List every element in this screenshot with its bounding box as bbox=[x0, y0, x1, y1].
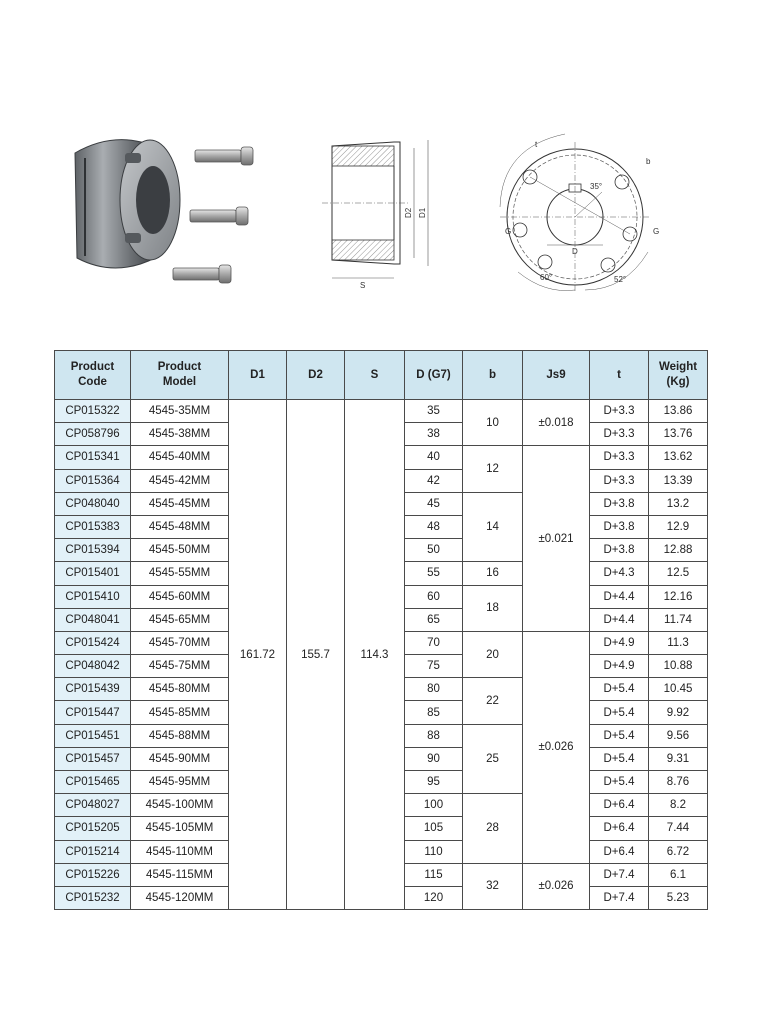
bore-d-cell: 105 bbox=[405, 817, 463, 840]
product-model-cell: 4545-90MM bbox=[131, 747, 229, 770]
bore-d-cell: 42 bbox=[405, 469, 463, 492]
js9-tolerance-cell: ±0.026 bbox=[523, 631, 590, 863]
product-model-cell: 4545-65MM bbox=[131, 608, 229, 631]
bore-d-cell: 70 bbox=[405, 631, 463, 654]
keyway-b-cell: 18 bbox=[463, 585, 523, 631]
product-code-cell: CP015439 bbox=[55, 678, 131, 701]
s-cell: 114.3 bbox=[345, 400, 405, 910]
header-product-code-line: Code bbox=[78, 376, 107, 388]
product-model-cell: 4545-35MM bbox=[131, 400, 229, 423]
header-d-g7 bbox=[405, 351, 463, 400]
front-center-angle-label: 35° bbox=[590, 182, 603, 191]
keyway-t-cell: D+5.4 bbox=[590, 678, 649, 701]
keyway-t-cell: D+4.3 bbox=[590, 562, 649, 585]
front-right-angle-label: 52° bbox=[614, 275, 627, 284]
specification-table bbox=[54, 350, 708, 910]
product-model-cell: 4545-40MM bbox=[131, 446, 229, 469]
front-view-drawing bbox=[490, 122, 675, 297]
weight-cell: 12.88 bbox=[649, 539, 708, 562]
product-code-cell: CP015322 bbox=[55, 400, 131, 423]
header-d2-line: D2 bbox=[308, 368, 323, 381]
weight-cell: 9.56 bbox=[649, 724, 708, 747]
bore-d-cell: 80 bbox=[405, 678, 463, 701]
header-weight bbox=[649, 351, 708, 400]
weight-cell: 6.72 bbox=[649, 840, 708, 863]
product-code-cell: CP015410 bbox=[55, 585, 131, 608]
product-code-cell: CP015232 bbox=[55, 886, 131, 909]
keyway-b-cell: 14 bbox=[463, 492, 523, 562]
header-b-line: b bbox=[488, 368, 497, 381]
header-s bbox=[345, 351, 405, 400]
product-code-cell: CP058796 bbox=[55, 423, 131, 446]
bore-d-cell: 38 bbox=[405, 423, 463, 446]
js9-tolerance-cell: ±0.026 bbox=[523, 863, 590, 909]
keyway-b-cell: 25 bbox=[463, 724, 523, 794]
js9-tolerance-cell: ±0.018 bbox=[523, 400, 590, 446]
keyway-t-cell: D+4.4 bbox=[590, 585, 649, 608]
keyway-t-cell: D+6.4 bbox=[590, 840, 649, 863]
header-js9 bbox=[523, 351, 590, 400]
weight-cell: 5.23 bbox=[649, 886, 708, 909]
product-model-cell: 4545-88MM bbox=[131, 724, 229, 747]
bore-d-cell: 55 bbox=[405, 562, 463, 585]
header-product-code-line: Product bbox=[70, 361, 115, 373]
product-code-cell: CP015447 bbox=[55, 701, 131, 724]
header-product-model-line: Product bbox=[157, 361, 202, 373]
keyway-t-cell: D+7.4 bbox=[590, 886, 649, 909]
header-d1 bbox=[229, 351, 287, 400]
weight-cell: 12.5 bbox=[649, 562, 708, 585]
product-model-cell: 4545-85MM bbox=[131, 701, 229, 724]
header-b bbox=[463, 351, 523, 400]
product-model-cell: 4545-60MM bbox=[131, 585, 229, 608]
product-code-cell: CP048041 bbox=[55, 608, 131, 631]
keyway-b-cell: 22 bbox=[463, 678, 523, 724]
section-d2-label: D2 bbox=[404, 207, 413, 218]
product-code-cell: CP015205 bbox=[55, 817, 131, 840]
product-code-cell: CP048027 bbox=[55, 794, 131, 817]
product-code-cell: CP048042 bbox=[55, 655, 131, 678]
bore-d-cell: 110 bbox=[405, 840, 463, 863]
product-model-cell: 4545-42MM bbox=[131, 469, 229, 492]
header-d1-line: D1 bbox=[250, 368, 265, 381]
section-d1-label: D1 bbox=[418, 207, 427, 218]
table-row bbox=[55, 400, 708, 423]
weight-cell: 13.2 bbox=[649, 492, 708, 515]
product-code-cell: CP015341 bbox=[55, 446, 131, 469]
product-code-cell: CP015364 bbox=[55, 469, 131, 492]
bore-d-cell: 40 bbox=[405, 446, 463, 469]
keyway-t-cell: D+7.4 bbox=[590, 863, 649, 886]
keyway-b-cell: 20 bbox=[463, 631, 523, 677]
weight-cell: 10.88 bbox=[649, 655, 708, 678]
keyway-t-cell: D+3.8 bbox=[590, 492, 649, 515]
bore-d-cell: 48 bbox=[405, 515, 463, 538]
weight-cell: 10.45 bbox=[649, 678, 708, 701]
keyway-b-cell: 12 bbox=[463, 446, 523, 492]
header-t-line: t bbox=[617, 368, 621, 381]
keyway-t-cell: D+4.9 bbox=[590, 631, 649, 654]
product-model-cell: 4545-55MM bbox=[131, 562, 229, 585]
bore-d-cell: 50 bbox=[405, 539, 463, 562]
header-weight-line: (Kg) bbox=[666, 376, 690, 388]
keyway-b-cell: 32 bbox=[463, 863, 523, 909]
weight-cell: 9.92 bbox=[649, 701, 708, 724]
keyway-t-cell: D+3.8 bbox=[590, 539, 649, 562]
keyway-t-cell: D+3.3 bbox=[590, 400, 649, 423]
keyway-t-cell: D+3.3 bbox=[590, 469, 649, 492]
section-view-drawing bbox=[312, 128, 452, 298]
weight-cell: 11.74 bbox=[649, 608, 708, 631]
keyway-t-cell: D+3.8 bbox=[590, 515, 649, 538]
bore-d-cell: 88 bbox=[405, 724, 463, 747]
product-code-cell: CP015383 bbox=[55, 515, 131, 538]
d1-cell: 161.72 bbox=[229, 400, 287, 910]
taper-bush-photo bbox=[55, 128, 270, 293]
weight-cell: 12.9 bbox=[649, 515, 708, 538]
product-code-cell: CP015451 bbox=[55, 724, 131, 747]
header-s-line: S bbox=[370, 368, 379, 381]
front-left-angle-label: 60° bbox=[540, 273, 553, 282]
product-code-cell: CP015424 bbox=[55, 631, 131, 654]
product-code-cell: CP048040 bbox=[55, 492, 131, 515]
keyway-t-cell: D+5.4 bbox=[590, 747, 649, 770]
bore-d-cell: 75 bbox=[405, 655, 463, 678]
keyway-t-cell: D+6.4 bbox=[590, 794, 649, 817]
bore-d-cell: 45 bbox=[405, 492, 463, 515]
weight-cell: 13.62 bbox=[649, 446, 708, 469]
header-d-g7-line: D (G7) bbox=[416, 368, 451, 381]
product-model-cell: 4545-105MM bbox=[131, 817, 229, 840]
front-b-label: b bbox=[646, 157, 651, 166]
product-code-cell: CP015465 bbox=[55, 771, 131, 794]
keyway-t-cell: D+4.4 bbox=[590, 608, 649, 631]
keyway-t-cell: D+3.3 bbox=[590, 446, 649, 469]
product-code-cell: CP015226 bbox=[55, 863, 131, 886]
weight-cell: 12.16 bbox=[649, 585, 708, 608]
product-model-cell: 4545-48MM bbox=[131, 515, 229, 538]
weight-cell: 8.76 bbox=[649, 771, 708, 794]
bore-d-cell: 115 bbox=[405, 863, 463, 886]
product-model-cell: 4545-95MM bbox=[131, 771, 229, 794]
product-code-cell: CP015457 bbox=[55, 747, 131, 770]
bore-d-cell: 65 bbox=[405, 608, 463, 631]
product-code-cell: CP015401 bbox=[55, 562, 131, 585]
product-code-cell: CP015394 bbox=[55, 539, 131, 562]
section-s-label: S bbox=[360, 281, 366, 290]
header-t bbox=[590, 351, 649, 400]
product-model-cell: 4545-110MM bbox=[131, 840, 229, 863]
keyway-t-cell: D+4.9 bbox=[590, 655, 649, 678]
front-d-label: D bbox=[572, 247, 578, 256]
header-product-model bbox=[131, 351, 229, 400]
keyway-b-cell: 28 bbox=[463, 794, 523, 864]
product-code-cell: CP015214 bbox=[55, 840, 131, 863]
front-g-left-label: G bbox=[505, 227, 512, 236]
bore-d-cell: 85 bbox=[405, 701, 463, 724]
weight-cell: 13.86 bbox=[649, 400, 708, 423]
product-model-cell: 4545-38MM bbox=[131, 423, 229, 446]
keyway-t-cell: D+5.4 bbox=[590, 701, 649, 724]
keyway-b-cell: 10 bbox=[463, 400, 523, 446]
header-product-code bbox=[55, 351, 131, 400]
weight-cell: 13.39 bbox=[649, 469, 708, 492]
bore-d-cell: 100 bbox=[405, 794, 463, 817]
product-model-cell: 4545-45MM bbox=[131, 492, 229, 515]
product-model-cell: 4545-120MM bbox=[131, 886, 229, 909]
weight-cell: 11.3 bbox=[649, 631, 708, 654]
bore-d-cell: 90 bbox=[405, 747, 463, 770]
bore-d-cell: 120 bbox=[405, 886, 463, 909]
product-model-cell: 4545-70MM bbox=[131, 631, 229, 654]
product-model-cell: 4545-100MM bbox=[131, 794, 229, 817]
weight-cell: 13.76 bbox=[649, 423, 708, 446]
keyway-t-cell: D+3.3 bbox=[590, 423, 649, 446]
keyway-t-cell: D+5.4 bbox=[590, 724, 649, 747]
header-js9-line: Js9 bbox=[546, 368, 566, 381]
product-model-cell: 4545-75MM bbox=[131, 655, 229, 678]
js9-tolerance-cell: ±0.021 bbox=[523, 446, 590, 632]
weight-cell: 8.2 bbox=[649, 794, 708, 817]
d2-cell: 155.7 bbox=[287, 400, 345, 910]
header-d2 bbox=[287, 351, 345, 400]
product-model-cell: 4545-80MM bbox=[131, 678, 229, 701]
header-product-model-line: Model bbox=[162, 376, 197, 388]
weight-cell: 6.1 bbox=[649, 863, 708, 886]
keyway-b-cell: 16 bbox=[463, 562, 523, 585]
keyway-t-cell: D+5.4 bbox=[590, 771, 649, 794]
front-t-label: t bbox=[535, 140, 538, 149]
weight-cell: 9.31 bbox=[649, 747, 708, 770]
table-header-row bbox=[55, 351, 708, 400]
bore-d-cell: 95 bbox=[405, 771, 463, 794]
product-model-cell: 4545-115MM bbox=[131, 863, 229, 886]
bore-d-cell: 60 bbox=[405, 585, 463, 608]
bore-d-cell: 35 bbox=[405, 400, 463, 423]
weight-cell: 7.44 bbox=[649, 817, 708, 840]
header-weight-line: Weight bbox=[658, 361, 698, 373]
front-g-right-label: G bbox=[653, 227, 660, 236]
product-model-cell: 4545-50MM bbox=[131, 539, 229, 562]
keyway-t-cell: D+6.4 bbox=[590, 817, 649, 840]
